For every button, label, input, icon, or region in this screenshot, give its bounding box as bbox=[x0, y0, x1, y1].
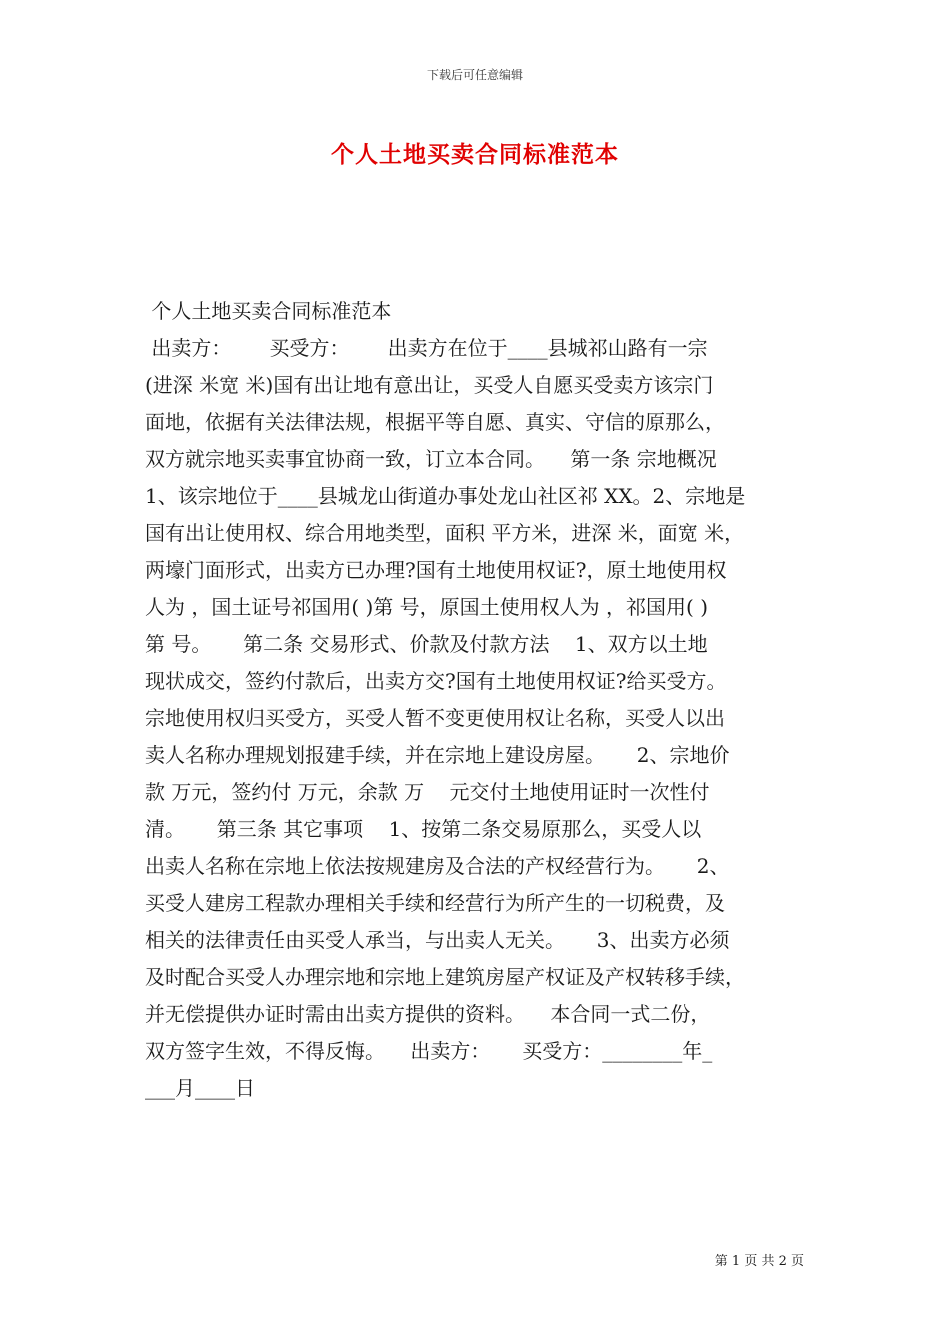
body-line: ___月____日 bbox=[145, 1076, 255, 1100]
body-line: 两壕门面形式，出卖方已办理?国有土地使用权证?，原土地使用权 bbox=[145, 558, 727, 582]
body-line: 双方就宗地买卖事宜协商一致，订立本合同。 第一条 宗地概况 bbox=[145, 447, 717, 471]
body-line: 双方签字生效，不得反悔。 出卖方： 买受方：________年_ bbox=[145, 1039, 713, 1063]
body-line: 清。 第三条 其它事项 1、按第二条交易原那么，买受人以 bbox=[145, 817, 702, 841]
body-line: 个人土地买卖合同标准范本 bbox=[145, 299, 392, 323]
body-line: 出卖人名称在宗地上依法按规建房及合法的产权经营行为。 2、 bbox=[145, 854, 730, 878]
body-line: 第 号。 第二条 交易形式、价款及付款方法 1、双方以土地 bbox=[145, 632, 708, 656]
body-line: 款 万元，签约付 万元，余款 万 元交付土地使用证时一次性付 bbox=[145, 780, 710, 804]
body-line: 出卖方： 买受方： 出卖方在位于____县城祁山路有一宗 bbox=[145, 336, 708, 360]
document-body bbox=[145, 293, 815, 1107]
body-line: 卖人名称办理规划报建手续，并在宗地上建设房屋。 2、宗地价 bbox=[145, 743, 730, 767]
body-line: 人为 ，国土证号祁国用( )第 号，原国土使用权人为 ，祁国用( ) bbox=[145, 595, 708, 619]
header-note: 下载后可任意编辑 bbox=[426, 68, 523, 82]
body-line: 宗地使用权归买受方，买受人暂不变更使用权让名称，买受人以出 bbox=[145, 706, 725, 730]
document-title: 个人土地买卖合同标准范本 bbox=[331, 141, 619, 168]
body-line: 买受人建房工程款办理相关手续和经营行为所产生的一切税费，及 bbox=[145, 891, 725, 915]
body-line: (进深 米宽 米)国有出让地有意出让，买受人自愿买受卖方该宗门 bbox=[145, 373, 714, 397]
body-line: 及时配合买受人办理宗地和宗地上建筑房屋产权证及产权转移手续， bbox=[145, 965, 745, 989]
body-line: 国有出让使用权、综合用地类型，面积 平方米，进深 米，面宽 米， bbox=[145, 521, 745, 545]
body-line: 相关的法律责任由买受人承当，与出卖人无关。 3、出卖方必须 bbox=[145, 928, 730, 952]
body-line: 并无偿提供办证时需由出卖方提供的资料。 本合同一式二份， bbox=[145, 1002, 711, 1026]
body-line: 现状成交，签约付款后，出卖方交?国有土地使用权证?给买受方。 bbox=[145, 669, 727, 693]
body-line: 1、该宗地位于____县城龙山街道办事处龙山社区祁 XX。2、宗地是 bbox=[145, 484, 746, 508]
body-line: 面地，依据有关法律法规，根据平等自愿、真实、守信的原那么， bbox=[145, 410, 725, 434]
page-number: 第 1 页 共 2 页 bbox=[714, 1254, 804, 1269]
